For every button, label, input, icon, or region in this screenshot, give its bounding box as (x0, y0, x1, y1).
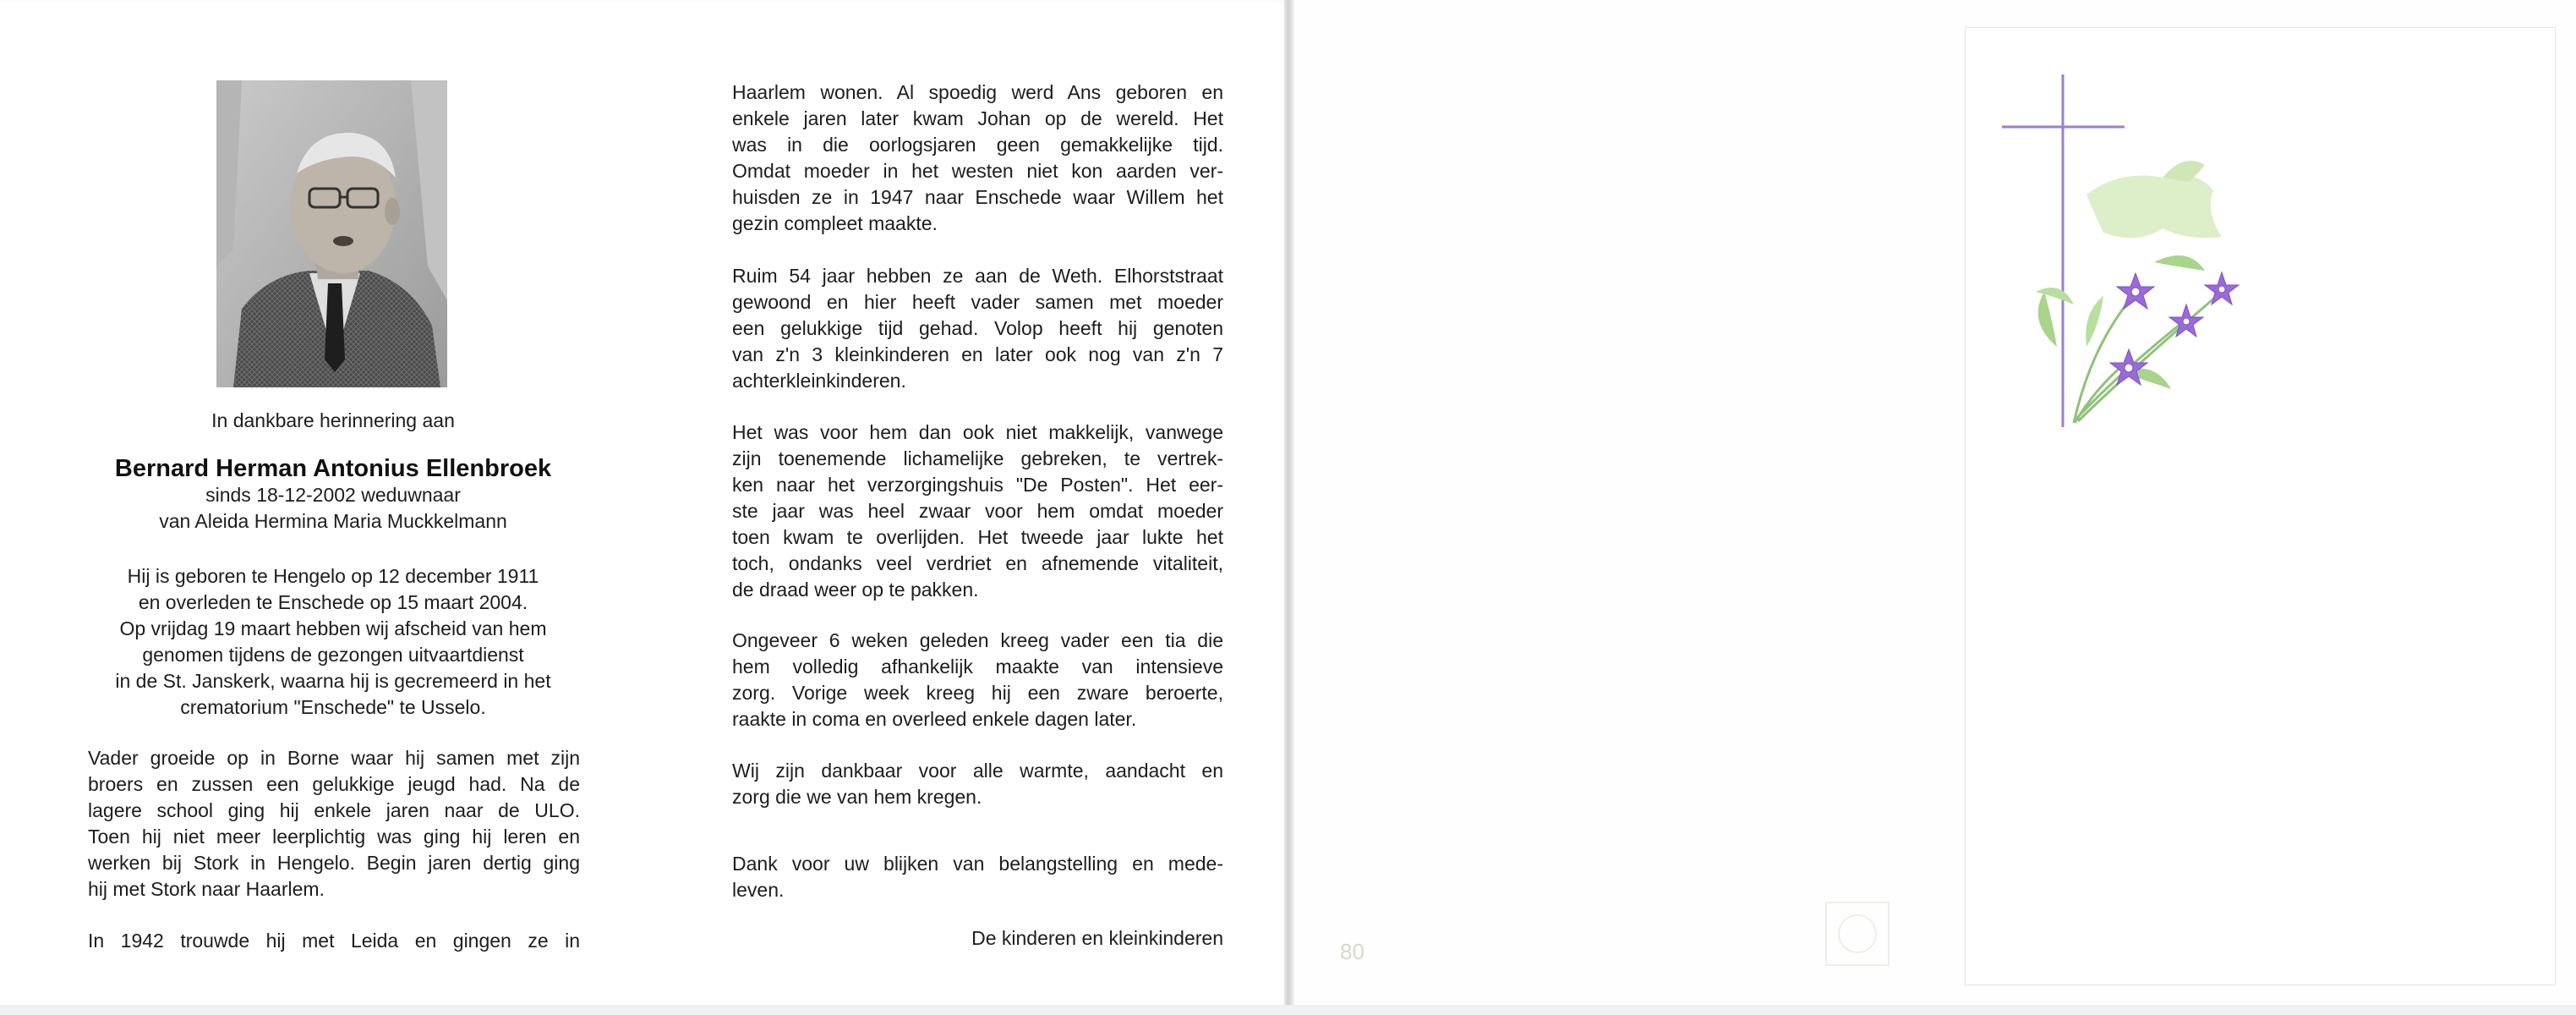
text-line: genomen tijdens de gezongen uitvaartdienst (142, 644, 524, 666)
text-line: toch, ondanks veel verdriet en afnemende vitaliteit, (732, 552, 1223, 574)
text-line: Het was voor hem dan ook niet makkelijk, vanwege (732, 421, 1223, 443)
text-line: Toen hij niet meer leerplichtig was ging hij leren en (88, 826, 580, 848)
spouse-name: van Aleida Hermina Maria Muckkelmann (159, 510, 507, 532)
text-line: Ruim 54 jaar hebben ze aan de Weth. Elhorststraat (732, 265, 1223, 287)
text-line: toen kwam te overlijden. Het tweede jaar lukte het (732, 526, 1223, 548)
text-line: leven. (732, 879, 785, 901)
birth-death-paragraph (68, 563, 599, 721)
widower-since: sinds 18-12-2002 weduwnaar (205, 484, 461, 506)
text-line: ste jaar was heel zwaar voor hem omdat moeder (732, 500, 1223, 522)
text-line: Haarlem wonen. Al spoedig werd Ans geboren en (732, 81, 1223, 103)
text-line: Vader groeide op in Borne waar hij samen met zijn (88, 747, 580, 769)
text-line: zorg die we van hem kregen. (732, 786, 982, 808)
text-line: werken bij Stork in Hengelo. Begin jaren dertig ging (88, 852, 580, 874)
text-line: enkele jaren later kwam Johan op de wereld. Het (732, 107, 1223, 129)
text-line: In 1942 trouwde hij met Leida en gingen ze in (88, 930, 580, 952)
text-line: crematorium "Enschede" te Usselo. (180, 696, 486, 718)
gratitude-paragraph (732, 758, 1223, 810)
text-line: de draad weer op te pakken. (732, 579, 979, 601)
care-home-paragraph (732, 420, 1223, 603)
text-line: gewoond en hier heeft vader samen met moeder (732, 291, 1223, 313)
text-line: Dank voor uw blijken van belangstelling en mede- (732, 853, 1223, 875)
card-fold (1284, 0, 1294, 1015)
deceased-name: Bernard Herman Antonius Ellenbroek (114, 455, 552, 482)
illness-paragraph (732, 628, 1223, 732)
text-line: huisden ze in 1947 naar Enschede waar Willem het (732, 186, 1223, 208)
cross-with-flowers-icon (1994, 68, 2272, 440)
page-number: 80 (1340, 939, 1365, 964)
signoff: De kinderen en kleinkinderen (971, 927, 1223, 949)
text-line: Op vrijdag 19 maart hebben wij afscheid van hem (119, 617, 547, 639)
thanks-paragraph (732, 851, 1223, 903)
text-line: gezin compleet maakte. (732, 212, 938, 234)
text-line: broers en zussen een gelukkige jeugd had. Na de (88, 773, 580, 795)
watermark-emblem (1824, 901, 1890, 967)
text-line: in de St. Janskerk, waarna hij is gecremeerd in het (115, 670, 551, 692)
scan-edge (0, 1005, 2576, 1015)
text-line: hij met Stork naar Haarlem. (88, 878, 325, 900)
intro-line: In dankbare herinnering aan (211, 409, 455, 431)
text-line: Omdat moeder in het westen niet kon aarden ver- (732, 160, 1223, 182)
text-line: een gelukkige tijd gehad. Volop heeft hij genoten (732, 317, 1223, 339)
text-line: zijn toenemende lichamelijke gebreken, te vertrek- (732, 447, 1223, 469)
text-line: was in die oorlogsjaren geen gemakkelijke tijd. (732, 134, 1223, 156)
home-paragraph (732, 263, 1223, 394)
text-line: lagere school ging hij enkele jaren naar de ULO. (88, 799, 580, 821)
text-line: en overleden te Enschede op 15 maart 2004. (138, 591, 528, 613)
portrait-photo (216, 80, 447, 387)
text-line: van z'n 3 kleinkinderen en later ook nog van z'n 7 (732, 343, 1223, 365)
text-line: hem volledig afhankelijk maakte van intensieve (732, 656, 1223, 678)
text-line: zorg. Vorige week kreeg hij een zware beroerte, (732, 682, 1223, 704)
text-line: ken naar het verzorgingshuis "De Posten". Het eer- (732, 474, 1223, 496)
text-line: raakte in coma en overleed enkele dagen later. (732, 708, 1137, 730)
haarlem-paragraph (732, 80, 1223, 237)
text-line: Wij zijn dankbaar voor alle warmte, aandacht en (732, 760, 1223, 782)
text-line: Ongeveer 6 weken geleden kreeg vader een tia die (732, 629, 1223, 651)
marriage-paragraph-start (88, 928, 580, 954)
text-line: Hij is geboren te Hengelo op 12 december 1911 (127, 565, 539, 587)
youth-paragraph (88, 745, 580, 903)
text-line: achterkleinkinderen. (732, 370, 906, 392)
